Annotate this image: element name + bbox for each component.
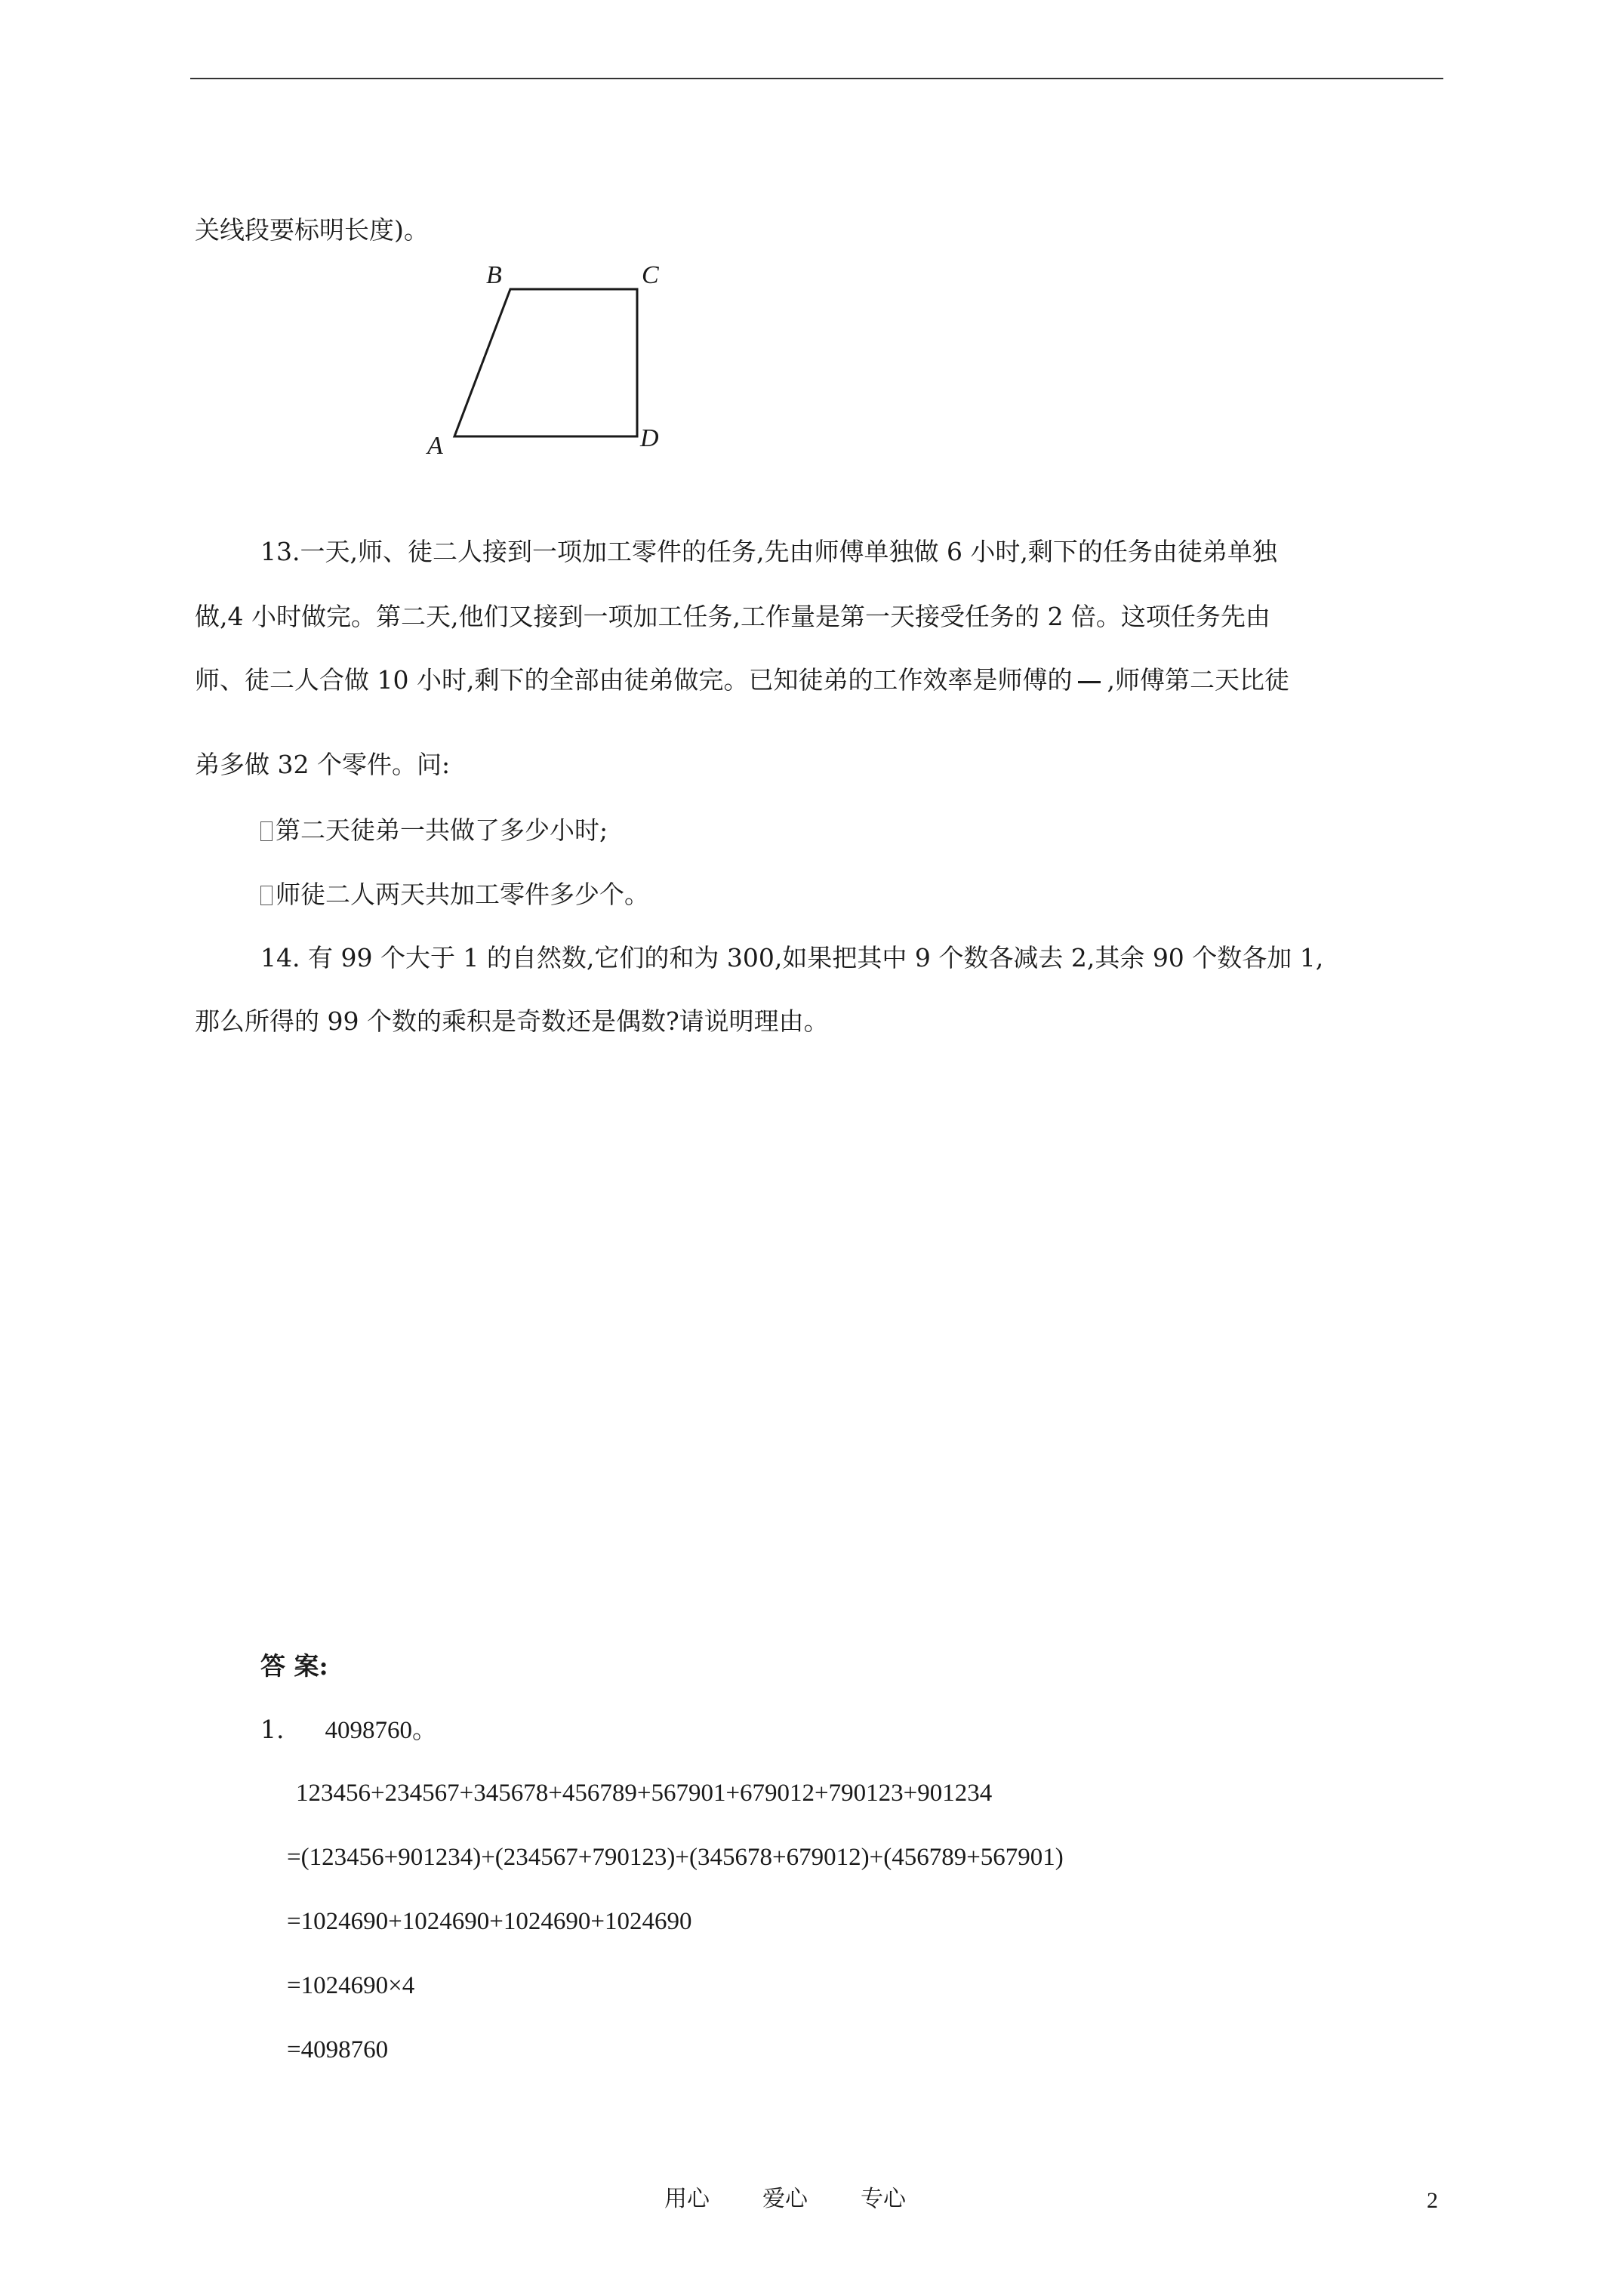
answer-step-4: =1024690×4	[287, 1972, 415, 1999]
vertex-label-b: B	[486, 261, 502, 289]
trapezoid-shape	[454, 289, 637, 436]
answer-step-1: 123456+234567+345678+456789+567901+679012+790123+901234	[296, 1780, 993, 1807]
trapezoid-figure	[423, 260, 694, 464]
vertex-label-d: D	[640, 424, 659, 452]
footer-slogan-2: 爱心	[762, 2186, 808, 2212]
list-marker-icon	[260, 821, 273, 841]
problem13-sub1-text: 第二天徒弟一共做了多少小时;	[276, 815, 608, 845]
answer-step-5: =4098760	[287, 2036, 389, 2063]
problem13-line2: 做,4 小时做完。第二天,他们又接到一项加工任务,工作量是第一天接受任务的 2 倍。这项任务先由	[195, 602, 1270, 631]
fraction-placeholder	[1078, 681, 1101, 683]
footer-slogan-1: 用心	[664, 2186, 710, 2212]
problem13-line3-before: 师、徒二人合做 10 小时,剩下的全部由徒弟做完。已知徒弟的工作效率是师傅的	[195, 665, 1073, 695]
answer-item1	[260, 1712, 437, 1748]
answer-item1-number: 1.	[260, 1715, 285, 1744]
problem13-sub1	[260, 813, 608, 848]
footer-slogan-3: 专心	[861, 2186, 906, 2212]
list-marker-icon	[260, 886, 273, 905]
intro-fragment: 关线段要标明长度)。	[195, 215, 429, 245]
problem13-line3	[195, 663, 1289, 698]
problem13-line1: 13.一天,师、徒二人接到一项加工零件的任务,先由师傅单独做 6 小时,剩下的任务由徒弟单独	[260, 537, 1277, 566]
page-number: 2	[1427, 2188, 1438, 2213]
problem13-line3-after: ,师傅第二天比徒	[1107, 665, 1289, 695]
problem14-line2: 那么所得的 99 个数的乘积是奇数还是偶数?请说明理由。	[195, 1006, 829, 1036]
answer-step-3: =1024690+1024690+1024690+1024690	[287, 1908, 692, 1935]
answers-heading: 答 案:	[260, 1651, 328, 1681]
answer-item1-result: 4098760。	[325, 1717, 437, 1744]
header-rule	[190, 78, 1443, 79]
problem14-line1: 14. 有 99 个大于 1 的自然数,它们的和为 300,如果把其中 9 个数各减去 2,其余 90 个数各加 1,	[260, 943, 1324, 972]
problem13-sub2	[260, 877, 649, 912]
problem13-line4: 弟多做 32 个零件。问:	[195, 750, 451, 779]
problem13-sub2-text: 师徒二人两天共加工零件多少个。	[276, 880, 649, 909]
footer-slogan	[664, 2184, 906, 2214]
answer-step-2: =(123456+901234)+(234567+790123)+(345678+679012)+(456789+567901)	[287, 1844, 1064, 1871]
vertex-label-a: A	[427, 432, 443, 460]
vertex-label-c: C	[642, 261, 659, 289]
